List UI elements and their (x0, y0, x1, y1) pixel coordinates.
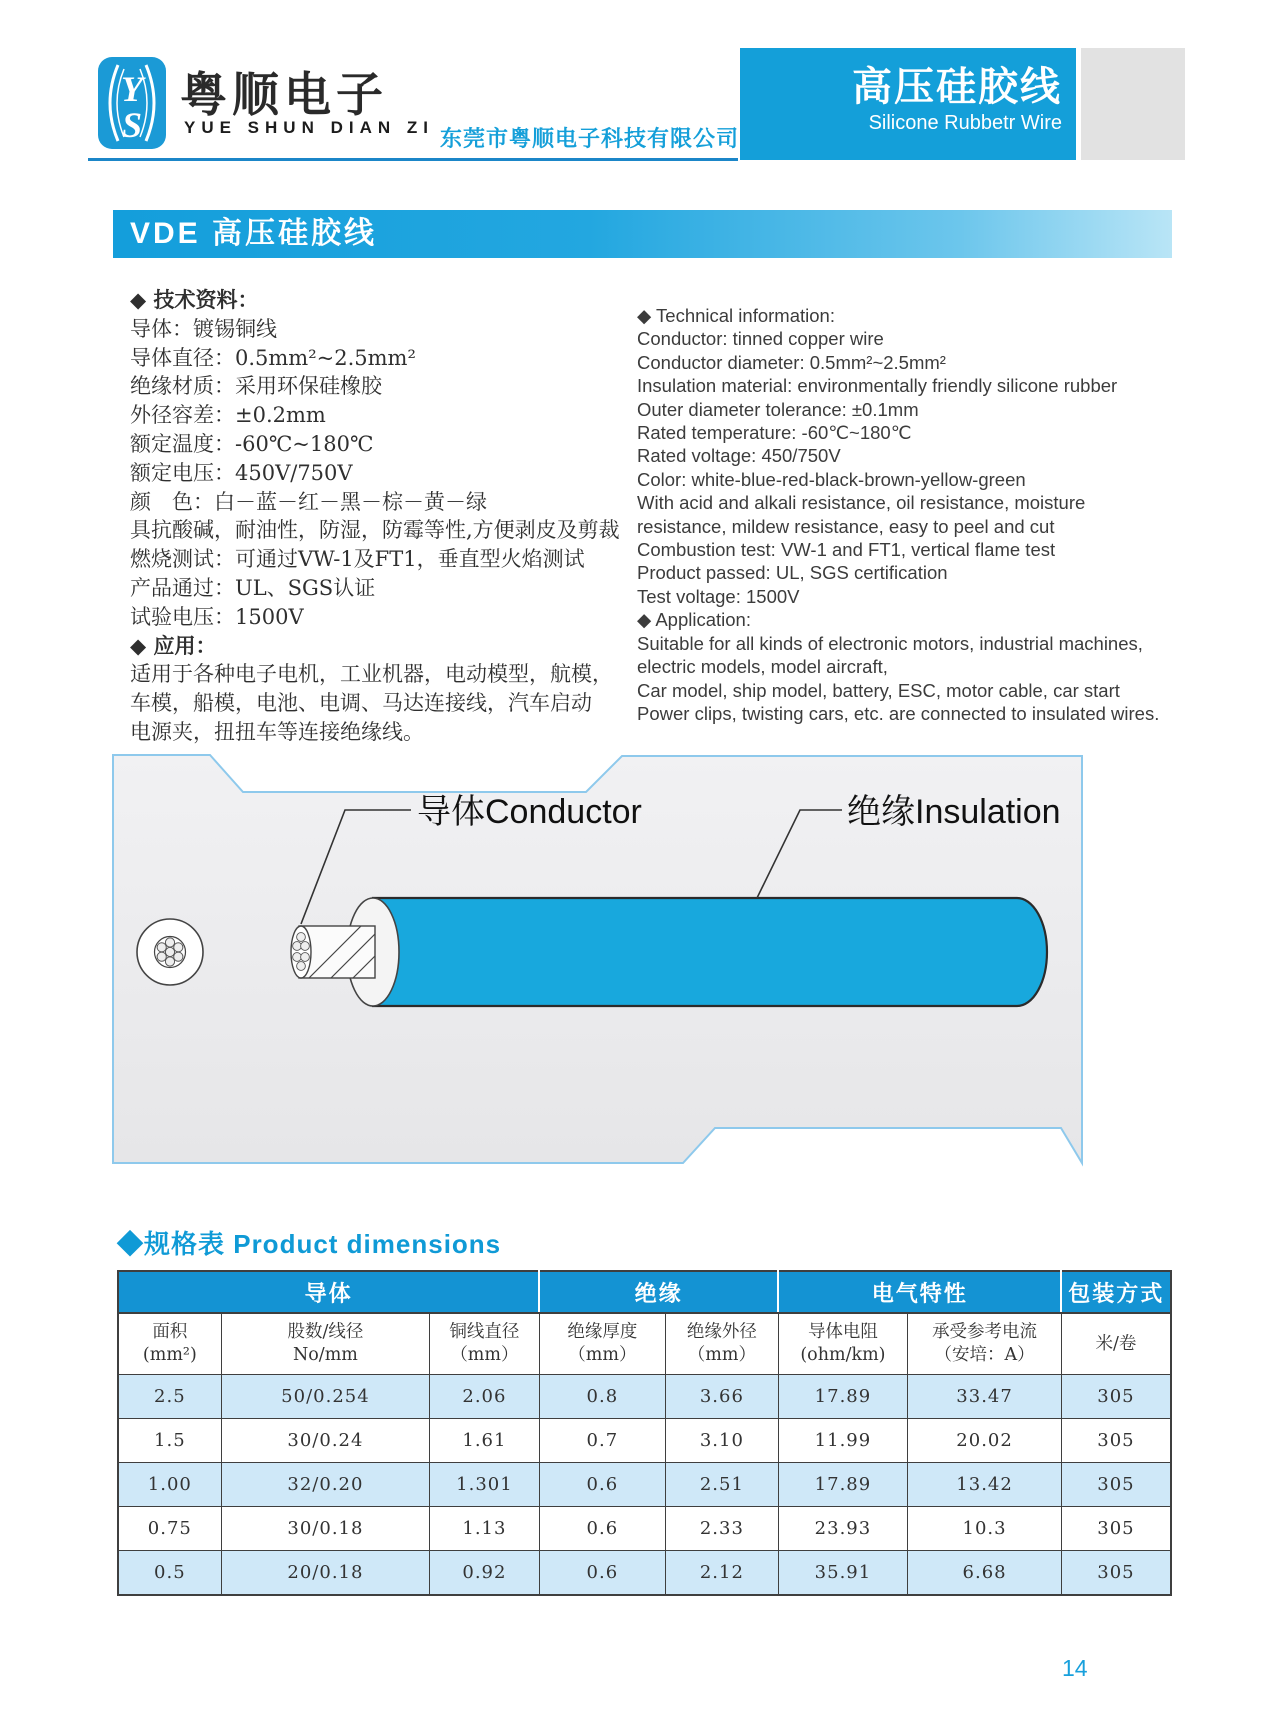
col-header-unit: （安培：A） (934, 1345, 1035, 1365)
col-header-unit: (mm²) (142, 1345, 197, 1365)
cell: 2.5 (118, 1375, 221, 1419)
col-header-outer-diameter (666, 1313, 779, 1375)
cell: 1.5 (118, 1419, 221, 1463)
col-header-area (118, 1313, 221, 1375)
insulation-body (373, 898, 1047, 1006)
product-title-box (740, 48, 1076, 160)
cell: 11.99 (778, 1419, 908, 1463)
table-row (118, 1463, 1171, 1507)
table-row (118, 1419, 1171, 1463)
company-logo-icon (98, 57, 166, 149)
cell: 0.75 (118, 1507, 221, 1551)
header-divider (88, 158, 738, 161)
cell: 0.6 (539, 1507, 665, 1551)
table-row (118, 1375, 1171, 1419)
cell: 0.5 (118, 1551, 221, 1596)
cell: 305 (1061, 1375, 1171, 1419)
cell: 305 (1061, 1463, 1171, 1507)
cell: 0.92 (430, 1551, 540, 1596)
tech-en-line: Insulation material: environmentally friendly silicone rubber (637, 375, 1118, 397)
tech-en-line: Product passed: UL, SGS certification (637, 562, 948, 584)
sub-header-row (118, 1313, 1171, 1375)
group-header-row (118, 1271, 1171, 1313)
tech-cn-app-line: 电源夹，扭扭车等连接绝缘线。 (130, 719, 424, 744)
tech-cn-app-line: 适用于各种电子电机，工业机器，电动模型，航模， (130, 662, 613, 687)
col-header-unit: No/mm (292, 1345, 358, 1365)
tech-en-line: Combustion test: VW-1 and FT1, vertical flame test (637, 539, 1056, 561)
tech-cn-line: 燃烧测试：可通过VW-1及FT1，垂直型火焰测试 (130, 547, 585, 572)
cell: 32/0.20 (221, 1463, 429, 1507)
spec-table (117, 1270, 1172, 1596)
col-header-strands (221, 1313, 429, 1375)
col-header-unit: (ohm/km) (800, 1345, 886, 1365)
tech-cn-line: 额定电压：450V/750V (130, 460, 353, 485)
col-header-current (908, 1313, 1062, 1375)
cell: 0.7 (539, 1419, 665, 1463)
col-header-line: 导体电阻 (807, 1322, 878, 1343)
wire-end-view (137, 919, 203, 985)
cell: 20/0.18 (221, 1551, 429, 1596)
tech-en-app-heading: ◆ Application: (637, 609, 751, 631)
cell: 23.93 (778, 1507, 908, 1551)
tech-cn-line: 额定温度：-60℃~180℃ (130, 431, 374, 456)
page-number: 14 (1062, 1655, 1088, 1681)
tech-en-app-line: Car model, ship model, battery, ESC, motor cable, car start (637, 679, 1120, 701)
tech-cn-line: 外径容差：±0.2mm (130, 403, 326, 428)
tech-cn-app-heading: ◆ 应用： (130, 632, 217, 658)
cell: 30/0.24 (221, 1419, 429, 1463)
tech-cn-line: 颜 色：白－蓝－红－黑－棕－黄－绿 (130, 489, 487, 514)
col-header-line: 承受参考电流 (932, 1322, 1038, 1343)
tech-cn-line: 导体：镀锡铜线 (130, 316, 277, 341)
cell: 13.42 (908, 1463, 1062, 1507)
tech-en-line: Test voltage: 1500V (637, 585, 800, 607)
col-header-line: 米/卷 (1095, 1333, 1137, 1354)
tech-en-line: Outer diameter tolerance: ±0.1mm (637, 398, 919, 420)
tech-cn-line: 绝缘材质：采用环保硅橡胶 (130, 374, 382, 399)
cell: 3.10 (666, 1419, 779, 1463)
col-header-meters-per-roll (1061, 1313, 1171, 1375)
tech-cn-line: 具抗酸碱，耐油性，防湿，防霉等性,方便剥皮及剪裁 (130, 518, 620, 543)
tech-cn-heading: ◆ 技术资料： (130, 287, 259, 312)
brand-name-pinyin: YUE SHUN DIAN ZI (184, 118, 434, 137)
brand-name-cn: 粤顺电子 (180, 68, 388, 123)
tech-info-cn (130, 286, 620, 747)
col-header-copper-diameter (430, 1313, 540, 1375)
cell: 0.8 (539, 1375, 665, 1419)
tech-en-line: Conductor diameter: 0.5mm²~2.5mm² (637, 351, 946, 373)
tech-cn-line: 导体直径：0.5mm²~2.5mm² (130, 345, 416, 370)
cell: 33.47 (908, 1375, 1062, 1419)
col-header-line: 股数/线径 (287, 1322, 364, 1343)
tech-en-line: Conductor: tinned copper wire (637, 328, 884, 350)
logo-monogram-y: Y (121, 69, 143, 109)
cell: 2.12 (666, 1551, 779, 1596)
tech-en-heading: ◆ Technical information: (637, 305, 835, 326)
cell: 3.66 (666, 1375, 779, 1419)
cell: 305 (1061, 1507, 1171, 1551)
tech-en-line: Rated temperature: -60℃~180℃ (637, 422, 912, 444)
cell: 1.301 (430, 1463, 540, 1507)
col-header-line: 铜线直径 (449, 1322, 520, 1343)
cell: 2.51 (666, 1463, 779, 1507)
company-full-name: 东莞市粤顺电子科技有限公司 (440, 126, 740, 151)
conductor-stub (291, 926, 375, 978)
product-title-en: Silicone Rubbetr Wire (868, 112, 1062, 134)
tech-en-line: Color: white-blue-red-black-brown-yellow-green (637, 468, 1026, 490)
cell: 20.02 (908, 1419, 1062, 1463)
header-gray-strip (1081, 48, 1185, 160)
tech-en-app-line: electric models, model aircraft, (637, 656, 888, 678)
tech-en-line: Rated voltage: 450/750V (637, 445, 841, 467)
cell: 305 (1061, 1419, 1171, 1463)
cell: 17.89 (778, 1463, 908, 1507)
cell: 6.68 (908, 1551, 1062, 1596)
cell: 1.61 (430, 1419, 540, 1463)
col-header-line: 绝缘厚度 (567, 1322, 638, 1343)
cell: 2.06 (430, 1375, 540, 1419)
tech-en-app-line: Power clips, twisting cars, etc. are connected to insulated wires. (637, 702, 1160, 724)
cell: 35.91 (778, 1551, 908, 1596)
cell: 2.33 (666, 1507, 779, 1551)
wire-diagram (105, 748, 1090, 1173)
cell: 1.00 (118, 1463, 221, 1507)
col-header-unit: （mm） (568, 1345, 637, 1365)
tech-cn-line: 产品通过：UL、SGS认证 (130, 575, 376, 600)
group-header-packing: 包装方式 (1061, 1271, 1171, 1313)
tech-cn-line: 试验电压：1500V (130, 604, 304, 629)
col-header-line: 面积 (152, 1322, 188, 1343)
tech-en-line: With acid and alkali resistance, oil resistance, moisture (637, 492, 1086, 514)
group-header-electrical: 电气特性 (778, 1271, 1061, 1313)
cell: 17.89 (778, 1375, 908, 1419)
cell: 0.6 (539, 1551, 665, 1596)
table-row (118, 1551, 1171, 1596)
col-header-unit: （mm） (450, 1345, 519, 1365)
group-header-conductor: 导体 (118, 1271, 539, 1313)
product-title-cn: 高压硅胶线 (852, 65, 1062, 109)
cell: 305 (1061, 1551, 1171, 1596)
tech-cn-app-line: 车模，船模，电池、电调、马达连接线，汽车启动 (130, 691, 592, 716)
logo-monogram-s: S (121, 105, 143, 145)
col-header-line: 绝缘外径 (686, 1322, 757, 1343)
conductor-label: 导体Conductor (417, 793, 642, 831)
insulation-label: 绝缘Insulation (847, 793, 1061, 831)
cell: 1.13 (430, 1507, 540, 1551)
spec-table-heading: ◆规格表 Product dimensions (117, 1229, 502, 1259)
cell: 50/0.254 (221, 1375, 429, 1419)
tech-info-en (637, 304, 1160, 725)
group-header-insulation: 绝缘 (539, 1271, 778, 1313)
col-header-insulation-thickness (539, 1313, 665, 1375)
cell: 10.3 (908, 1507, 1062, 1551)
tech-en-app-line: Suitable for all kinds of electronic motors, industrial machines, (637, 632, 1143, 654)
cell: 30/0.18 (221, 1507, 429, 1551)
cell: 0.6 (539, 1463, 665, 1507)
col-header-unit: （mm） (687, 1345, 756, 1365)
section-banner: VDE 高压硅胶线 (113, 210, 1172, 258)
table-row (118, 1507, 1171, 1551)
col-header-resistance (778, 1313, 908, 1375)
tech-en-line: resistance, mildew resistance, easy to peel and cut (637, 515, 1055, 537)
